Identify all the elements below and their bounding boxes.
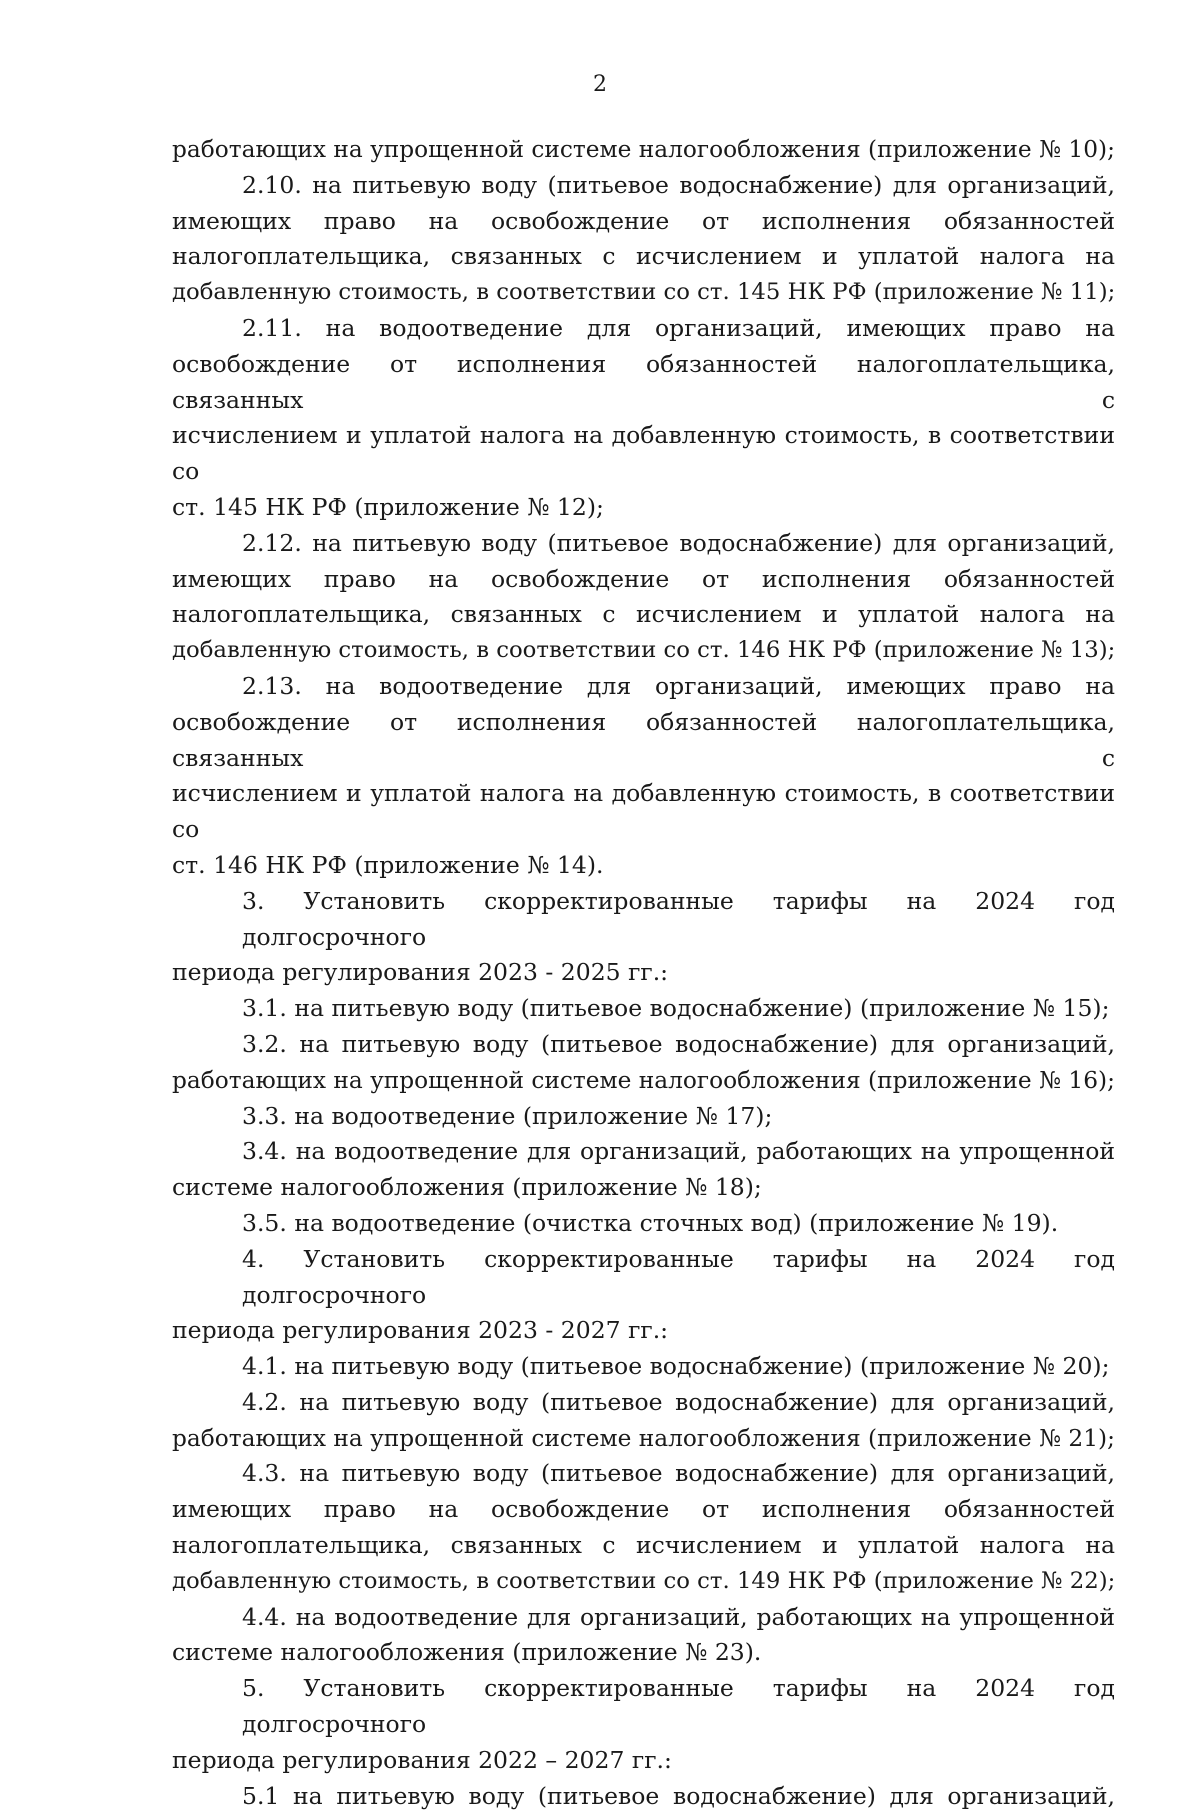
text-line: периода регулирования 2022 – 2027 гг.: — [172, 1745, 672, 1774]
text-line: освобождение от исполнения обязанностей налогоплательщика, связанных с — [172, 707, 1115, 772]
text-line: исчислением и уплатой налога на добавленную стоимость, в соответствии со — [172, 421, 1115, 486]
text-line: освобождение от исполнения обязанностей налогоплательщика, связанных с — [172, 349, 1115, 414]
text-line: 4.3. на питьевую воду (питьевое водоснабжение) для организаций, — [242, 1459, 1115, 1488]
text-line: налогоплательщика, связанных с исчислением и уплатой налога на — [172, 1531, 1115, 1560]
text-line: добавленную стоимость, в соответствии со ст. 149 НК РФ (приложение № 22); — [172, 1567, 1116, 1594]
text-line: добавленную стоимость, в соответствии со ст. 146 НК РФ (приложение № 13); — [172, 637, 1116, 664]
text-line: 2.12. на питьевую воду (питьевое водоснабжение) для организаций, — [242, 528, 1115, 557]
text-line: имеющих право на освобождение от исполнения обязанностей — [172, 1495, 1115, 1524]
text-line: работающих на упрощенной системе налогообложения (приложение № 10); — [172, 136, 1115, 163]
text-line: исчислением и уплатой налога на добавленную стоимость, в соответствии со — [172, 779, 1115, 844]
text-line: налогоплательщика, связанных с исчислением и уплатой налога на — [172, 242, 1115, 271]
text-line: 4.2. на питьевую воду (питьевое водоснабжение) для организаций, — [242, 1387, 1115, 1416]
text-line: системе налогообложения (приложение № 18); — [172, 1173, 762, 1202]
text-line: имеющих право на освобождение от исполнения обязанностей — [172, 564, 1115, 593]
text-line: ст. 146 НК РФ (приложение № 14). — [172, 850, 604, 879]
text-line: 4. Установить скорректированные тарифы на 2024 год долгосрочного — [242, 1244, 1115, 1309]
text-line: 2.11. на водоотведение для организаций, имеющих право на — [242, 313, 1115, 342]
text-line: 3.5. на водоотведение (очистка сточных вод) (приложение № 19). — [242, 1208, 1059, 1237]
page-number: 2 — [593, 72, 607, 97]
text-line: налогоплательщика, связанных с исчислением и уплатой налога на — [172, 600, 1115, 629]
text-line: 2.13. на водоотведение для организаций, имеющих право на — [242, 671, 1115, 700]
text-line: 4.1. на питьевую воду (питьевое водоснабжение) (приложение № 20); — [242, 1352, 1110, 1381]
text-line: 3. Установить скорректированные тарифы на 2024 год долгосрочного — [242, 886, 1115, 951]
text-line: 3.2. на питьевую воду (питьевое водоснабжение) для организаций, — [242, 1029, 1115, 1058]
text-line: периода регулирования 2023 - 2027 гг.: — [172, 1316, 669, 1345]
text-line: 2.10. на питьевую воду (питьевое водоснабжение) для организаций, — [242, 170, 1115, 199]
text-line: работающих на упрощенной системе налогообложения (приложение № 16); — [172, 1066, 1115, 1094]
text-line: 5.1 на питьевую воду (питьевое водоснабжение) для организаций, — [242, 1781, 1115, 1810]
text-line: 5. Установить скорректированные тарифы на 2024 год долгосрочного — [242, 1674, 1115, 1739]
text-line: добавленную стоимость, в соответствии со ст. 145 НК РФ (приложение № 11); — [172, 279, 1116, 306]
text-line: системе налогообложения (приложение № 23). — [172, 1638, 762, 1667]
text-line: ст. 145 НК РФ (приложение № 12); — [172, 492, 604, 521]
text-line: 3.4. на водоотведение для организаций, работающих на упрощенной — [242, 1137, 1115, 1166]
text-line: 4.4. на водоотведение для организаций, работающих на упрощенной — [242, 1602, 1115, 1631]
text-line: 3.1. на питьевую воду (питьевое водоснабжение) (приложение № 15); — [242, 994, 1110, 1023]
text-line: 3.3. на водоотведение (приложение № 17); — [242, 1101, 773, 1130]
text-line: работающих на упрощенной системе налогообложения (приложение № 21); — [172, 1424, 1115, 1452]
text-line: имеющих право на освобождение от исполнения обязанностей — [172, 206, 1115, 235]
text-line: периода регулирования 2023 - 2025 гг.: — [172, 958, 669, 987]
document-body — [172, 132, 1115, 1814]
